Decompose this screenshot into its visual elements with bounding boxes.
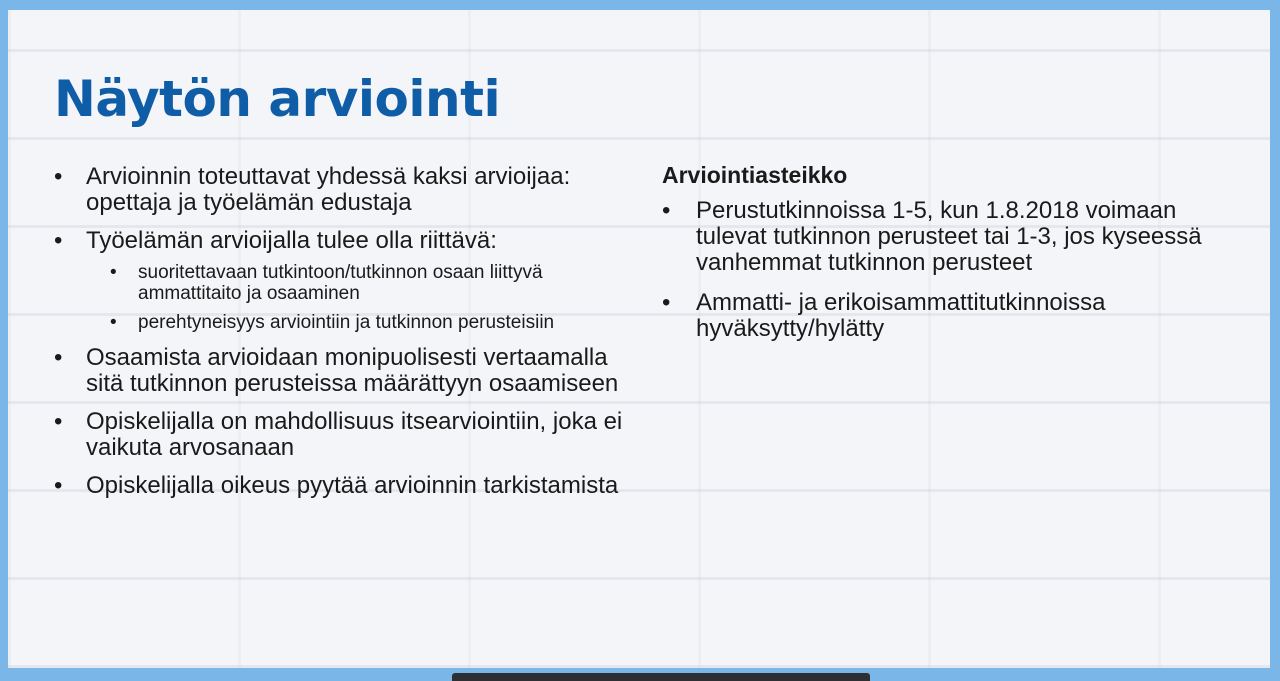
bullet-item: • Arvioinnin toteuttavat yhdessä kaksi arvioijaa: opettaja ja työelämän edustaja bbox=[54, 164, 634, 216]
left-column bbox=[54, 164, 634, 511]
bullet-item-text: Työelämän arvioijalla tulee olla riittävä: bbox=[86, 227, 497, 254]
bullet-item: • Opiskelijalla on mahdollisuus itsearviointiin, joka ei vaikuta arvosanaan bbox=[54, 409, 634, 461]
right-column bbox=[662, 162, 1242, 356]
bullet-item: • Opiskelijalla oikeus pyytää arvioinnin tarkistamista bbox=[54, 473, 634, 499]
sub-bullet-item: • suoritettavaan tutkintoon/tutkinnon osaan liittyvä ammattitaito ja osaaminen bbox=[86, 262, 634, 304]
right-column-heading: Arviointiasteikko bbox=[662, 162, 848, 188]
sub-bullet-item: • perehtyneisyys arviointiin ja tutkinnon perusteisiin bbox=[86, 312, 634, 333]
sub-bullet-list bbox=[86, 262, 634, 333]
left-bullet-list bbox=[54, 164, 634, 499]
slide-title: Näytön arviointi bbox=[54, 70, 501, 128]
bullet-item: • Ammatti- ja erikoisammattitutkinnoissa hyväksytty/hylätty bbox=[662, 290, 1242, 342]
bullet-item-with-subitems bbox=[54, 228, 634, 333]
slide-canvas bbox=[8, 10, 1270, 668]
presentation-toolbar[interactable] bbox=[452, 673, 870, 681]
right-bullet-list bbox=[662, 198, 1242, 342]
bullet-item: • Osaamista arvioidaan monipuolisesti vertaamalla sitä tutkinnon perusteissa määrättyyn osaamiseen bbox=[54, 345, 634, 397]
bullet-item: • Perustutkinnoissa 1-5, kun 1.8.2018 voimaan tulevat tutkinnon perusteet tai 1-3, jos kyseessä vanhemmat tutkinnon perusteet bbox=[662, 198, 1242, 276]
